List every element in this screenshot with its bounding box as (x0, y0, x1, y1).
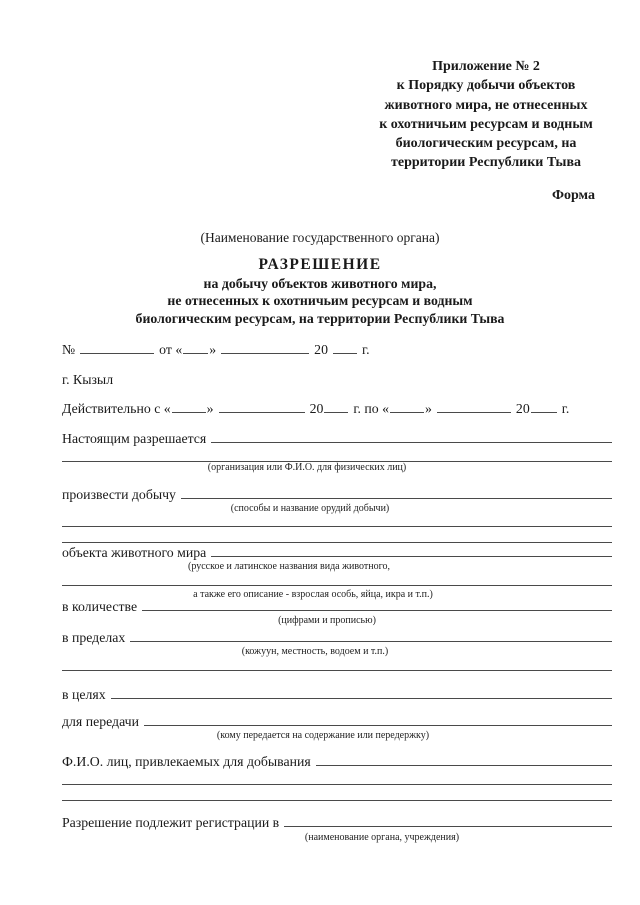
area-row (62, 630, 612, 646)
area-caption: (кожуун, местность, водоем и т.п.) (241, 646, 389, 657)
title-block (0, 255, 640, 327)
from-year-blank-line (324, 411, 348, 413)
purpose-row (62, 687, 612, 703)
transfer-blank-line (144, 724, 612, 726)
quantity-row (62, 601, 612, 615)
animal-object-blank-line (211, 555, 612, 557)
city-label: г. Кызыл (62, 372, 114, 387)
persons-row (62, 754, 612, 770)
quote-close: » (206, 401, 214, 416)
transfer-caption: (кому передается на содержание или передержку) (216, 730, 430, 741)
appendix-line: к Порядку добычи объектов (396, 78, 576, 94)
permit-to-label: Настоящим разрешается (62, 431, 207, 446)
valid-to-label: г. по « (353, 401, 390, 416)
year-prefix: 20 (314, 342, 328, 357)
method-blank-line-2 (62, 515, 612, 527)
registration-row (62, 815, 612, 831)
to-year-blank-line (531, 411, 557, 413)
registration-caption: (наименование органа, учреждения) (304, 832, 460, 843)
transfer-row (62, 714, 612, 730)
animal-species-caption: (русское и латинское названия вида животного, (188, 561, 390, 572)
method-blank-line-3 (62, 527, 612, 543)
validity-row (62, 401, 612, 417)
animal-description-caption: а также его описание - взрослая особь, яйца, икра и т.п.) (193, 589, 433, 600)
persons-blank-line (316, 764, 612, 766)
method-caption: (способы и название орудий добычи) (230, 503, 390, 514)
animal-object-label: объекта животного мира (62, 545, 207, 560)
org-fio-caption: (организация или Ф.И.О. для физических лиц) (207, 462, 407, 473)
form-body (62, 342, 612, 844)
quote-close: » (425, 401, 432, 416)
purpose-label: в целях (62, 687, 106, 702)
permit-subtitle-line: не отнесенных к охотничьим ресурсам и водным (167, 293, 473, 309)
to-month-blank-line (437, 411, 511, 413)
permit-heading: РАЗРЕШЕНИЕ (258, 255, 382, 273)
form-label: Форма (551, 187, 595, 203)
animal-object-blank-line-2 (62, 573, 612, 586)
purpose-blank-line (111, 697, 612, 699)
registration-label: Разрешение подлежит регистрации в (62, 815, 280, 830)
persons-label: Ф.И.О. лиц, привлекаемых для добывания (62, 754, 311, 769)
quote-close: » (209, 342, 217, 357)
year-blank-line (333, 352, 357, 354)
valid-from-label: Действительно с « (62, 401, 171, 416)
month-blank-line (221, 352, 309, 354)
method-blank-line (181, 497, 612, 499)
appendix-line: биологическим ресурсам, на (395, 136, 577, 152)
area-blank-line (130, 640, 612, 642)
appendix-line: Приложение № 2 (432, 59, 540, 74)
permit-to-blank-line-2 (62, 447, 612, 462)
date-from-label: от « (159, 342, 183, 357)
permit-to-blank-line (211, 441, 612, 443)
area-label: в пределах (62, 630, 126, 645)
year-prefix: 20 (309, 401, 324, 416)
persons-blank-line-3 (62, 785, 612, 801)
quantity-caption: (цифрами и прописью) (278, 615, 376, 626)
number-symbol: № (62, 342, 76, 357)
city-row (62, 372, 612, 388)
number-row (62, 342, 612, 358)
registration-blank-line (284, 825, 612, 827)
appendix-line: к охотничьим ресурсам и водным (379, 116, 593, 132)
day-blank-line (183, 352, 208, 354)
appendix-block (360, 57, 612, 173)
permit-subtitle-line: на добычу объектов животного мира, (203, 275, 437, 291)
year-prefix: 20 (515, 401, 530, 416)
permit-to-row (62, 431, 612, 447)
permit-subtitle-line: биологическим ресурсам, на территории Республики Тыва (135, 310, 505, 326)
number-blank-line (80, 352, 154, 354)
from-day-blank-line (172, 411, 206, 413)
appendix-line: территории Республики Тыва (390, 155, 582, 171)
org-name-caption: (Наименование государственного органа) (200, 229, 440, 245)
year-suffix: г. (361, 342, 370, 357)
area-blank-line-2 (62, 658, 612, 671)
year-suffix: г. (561, 401, 570, 416)
animal-object-row (62, 545, 612, 561)
quantity-label: в количестве (62, 599, 138, 614)
method-label: произвести добычу (62, 487, 176, 502)
transfer-label: для передачи (62, 714, 139, 729)
to-day-blank-line (390, 411, 424, 413)
appendix-line: животного мира, не отнесенных (384, 97, 588, 113)
persons-blank-line-2 (62, 770, 612, 785)
method-row (62, 487, 612, 503)
quantity-blank-line (142, 609, 612, 611)
from-month-blank-line (219, 411, 305, 413)
